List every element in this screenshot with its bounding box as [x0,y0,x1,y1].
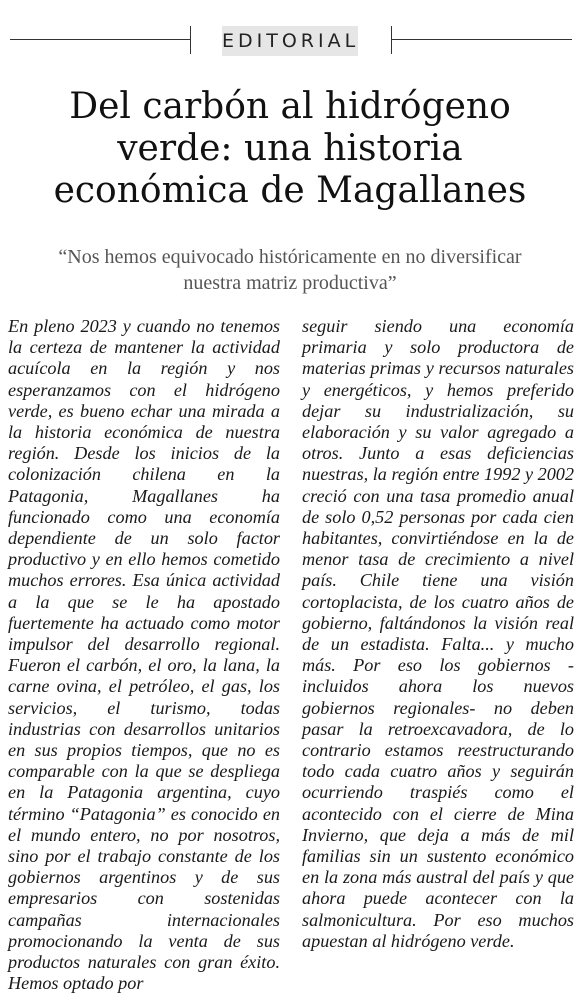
header-rule-left [10,39,190,40]
header-rule-tick-left [190,26,191,54]
section-label: EDITORIAL [222,26,358,56]
body-column-1: En pleno 2023 y cuando no tenemos la certeza de mantener la actividad acuícola en la región y nos esperanzamos con el hidrógeno verde, es bueno echar una mirada a la historia económica de nuestra región. Desde los inicios de la colonización chilena en la Patagonia, Magallanes ha funcionado como una economía dependiente de un solo factor productivo y en ello hemos cometido muchos errores. Esa única actividad a la que se le ha apostado fuertemente ha actuado como motor impulsor del desarrollo regional. Fueron el carbón, el oro, la lana, la carne ovina, el petróleo, el gas, los servicios, el turismo, todas industrias con desarrollos unitarios en sus propios tiempos, que no es comparable con la que se despliega en la Patagonia argentina, cuyo término “Patagonia” es conocido en el mundo entero, no por nosotros, sino por el trabajo constante de los gobiernos argentinos y de sus empresarios con sostenidas campañas internacionales promocionando la venta de sus productos naturales con gran éxito. Hemos optado por [8,316,280,994]
header-rule-right [392,39,572,40]
header-rule-tick-right [391,26,392,54]
headline: Del carbón al hidrógeno verde: una historia económica de Magallanes [53,86,527,211]
body-column-2: seguir siendo una economía primaria y solo productora de materias primas y recursos naturales y energéticos, y hemos preferido dejar su industrialización, su elaboración y su valor agregado a otros. Junto a esas deficiencias nuestras, la región entre 1992 y 2002 creció con una tasa promedio anual de solo 0,52 personas por cada cien habitantes, convirtiéndose en la de menor tasa de crecimiento a nivel país. Chile tiene una visión cortoplacista, de los cuatro años de gobierno, faltándonos la visión real de un estadista. Falta... y mucho más. Por eso los gobiernos -incluidos ahora los nuevos gobiernos regionales- no deben pasar la retroexcavadora, de lo contrario estamos reestructurando todo cada cuatro años y seguirán ocurriendo traspiés como el acontecido con el cierre de Mina Invierno, que deja a más de mil familias sin un sustento económico en la zona más austral del país y que ahora puede acontecer con la salmonicultura. Por eso muchos apuestan al hidrógeno verde. [302,316,574,951]
deck-quote: “Nos hemos equivocado históricamente en no diversificar nuestra matriz productiva” [58,246,522,294]
